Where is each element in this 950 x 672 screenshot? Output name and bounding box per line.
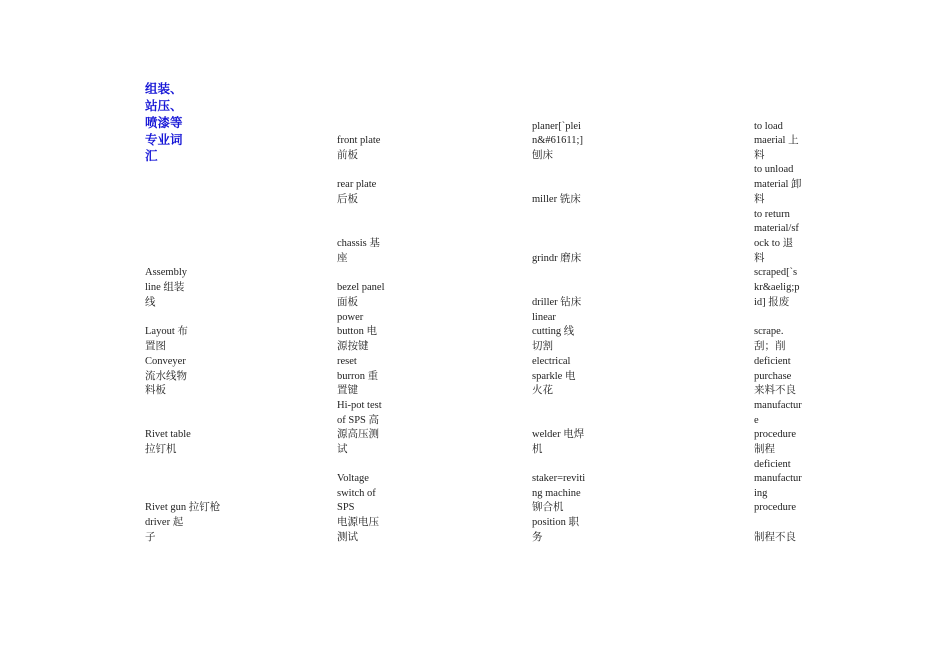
text-line: linear	[532, 312, 556, 323]
text-line: maerial 上	[754, 135, 799, 146]
title-line: 汇	[145, 149, 158, 163]
text-line: bezel panel	[337, 282, 385, 293]
text-line: 切割	[532, 341, 553, 352]
text-line: 线	[145, 297, 156, 308]
text-line: 料	[754, 253, 765, 264]
text-line: line 组装	[145, 282, 185, 293]
text-line: 铆合机	[532, 502, 564, 513]
text-line: switch of	[337, 488, 376, 499]
text-line: 料板	[145, 385, 166, 396]
text-line: ock to 退	[754, 238, 794, 249]
text-line: Rivet table	[145, 429, 191, 440]
text-line: driller 钻床	[532, 297, 582, 308]
text-line: sparkle 电	[532, 371, 576, 382]
text-line: button 电	[337, 326, 377, 337]
text-line: kr&aelig;p	[754, 282, 800, 293]
text-line: deficient	[754, 356, 791, 367]
text-line: 拉钉机	[145, 444, 177, 455]
text-line: SPS	[337, 502, 355, 513]
text-line: 流水线物	[145, 371, 187, 382]
text-line: 子	[145, 532, 156, 543]
text-line: 试	[337, 444, 348, 455]
text-line: burron 重	[337, 371, 379, 382]
text-line: welder 电焊	[532, 429, 585, 440]
text-line: n&#61611;]	[532, 135, 583, 146]
text-line: 前板	[337, 150, 358, 161]
text-line: staker=reviti	[532, 473, 586, 484]
text-line: material/sf	[754, 223, 799, 234]
text-line: to unload	[754, 164, 794, 175]
text-line: 机	[532, 444, 543, 455]
text-line: Rivet gun 拉钉枪	[145, 502, 221, 513]
text-line: purchase	[754, 371, 792, 382]
text-line: planer[`plei	[532, 121, 581, 132]
text-line: of SPS 高	[337, 415, 380, 426]
text-line: scrape.	[754, 326, 784, 337]
text-line: to return	[754, 209, 790, 220]
text-line: 务	[532, 532, 543, 543]
title-line: 组装、	[145, 82, 183, 96]
text-line: 源高压测	[337, 429, 379, 440]
text-line: grindr 磨床	[532, 253, 582, 264]
title-line: 喷漆等	[145, 116, 183, 130]
text-line: 制程	[754, 444, 775, 455]
title-line: 站压、	[145, 99, 183, 113]
text-line: Voltage	[337, 473, 369, 484]
text-line: miller 铣床	[532, 194, 581, 205]
text-line: 料	[754, 150, 765, 161]
text-line: scraped[`s	[754, 267, 798, 278]
text-line: electrical	[532, 356, 571, 367]
text-line: material 卸	[754, 179, 802, 190]
text-line: Layout 布	[145, 326, 188, 337]
text-line: power	[337, 312, 364, 323]
text-line: 面板	[337, 297, 358, 308]
text-line: driver 起	[145, 517, 184, 528]
text-line: 置图	[145, 341, 166, 352]
text-line: 火花	[532, 385, 553, 396]
text-line: manufactur	[754, 400, 802, 411]
text-line: Conveyer	[145, 356, 186, 367]
text-line: cutting 线	[532, 326, 575, 337]
text-line: 座	[337, 253, 348, 264]
text-line: 来料不良	[754, 385, 796, 396]
text-line: ing	[754, 488, 768, 499]
text-line: procedure	[754, 502, 796, 513]
text-line: to load	[754, 121, 783, 132]
text-line: front plate	[337, 135, 381, 146]
text-line: procedure	[754, 429, 796, 440]
text-line: position 职	[532, 517, 579, 528]
text-line: Hi-pot test	[337, 400, 382, 411]
text-line: reset	[337, 356, 357, 367]
text-line: 制程不良	[754, 532, 796, 543]
text-line: deficient	[754, 459, 791, 470]
text-line: 源按键	[337, 341, 369, 352]
text-line: 刨床	[532, 150, 553, 161]
text-line: 后板	[337, 194, 358, 205]
text-line: Assembly	[145, 267, 187, 278]
text-line: e	[754, 415, 759, 426]
text-line: 置键	[337, 385, 358, 396]
text-line: 刮；削	[754, 341, 786, 352]
text-line: ng machine	[532, 488, 581, 499]
text-line: 电源电压	[337, 517, 379, 528]
text-line: manufactur	[754, 473, 802, 484]
text-line: rear plate	[337, 179, 377, 190]
text-line: id] 报废	[754, 297, 790, 308]
title-line: 专业词	[145, 133, 183, 147]
text-line: chassis 基	[337, 238, 380, 249]
text-line: 测试	[337, 532, 358, 543]
text-line: 料	[754, 194, 765, 205]
